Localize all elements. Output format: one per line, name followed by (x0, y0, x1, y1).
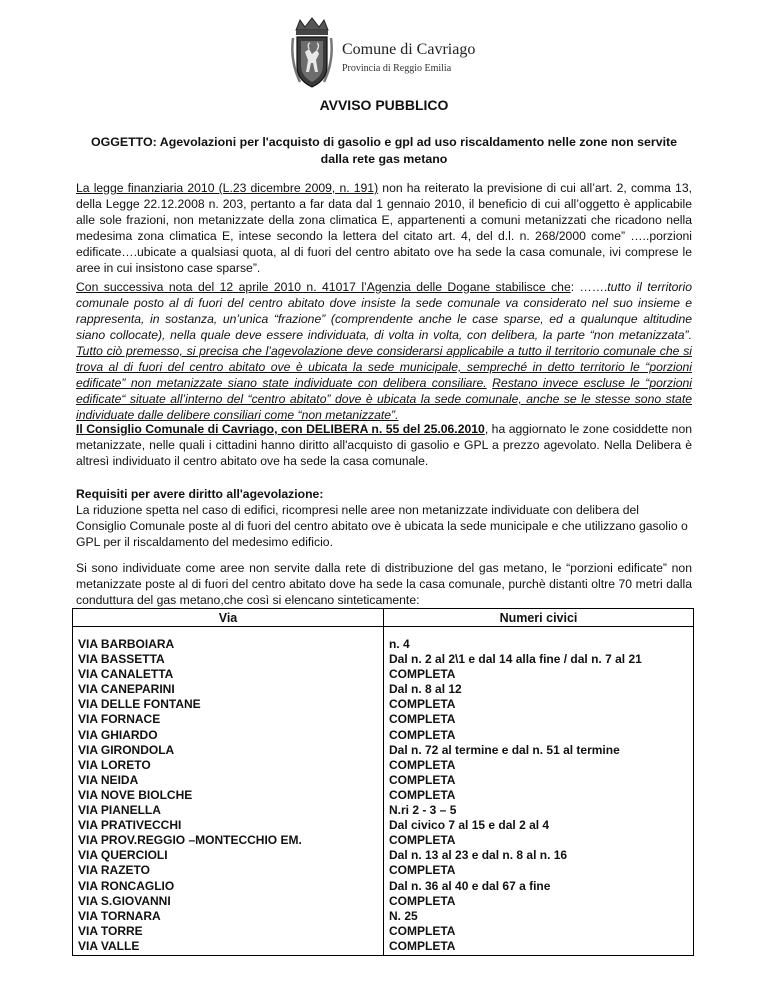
page-title: AVVISO PUBBLICO (319, 97, 449, 113)
coat-of-arms-icon (290, 16, 334, 90)
table-row-via: VIA RONCAGLIO (78, 878, 175, 893)
table-row-via: VIA RAZETO (78, 863, 151, 878)
table-row-via: VIA BARBOIARA (78, 637, 175, 651)
table-row-civici: Dal n. 8 al 12 (389, 682, 462, 697)
table-row-civici: COMPLETA (389, 923, 456, 938)
table-row-via: VIA CANEPARINI (78, 682, 175, 697)
table-row-via: VIA CANALETTA (78, 667, 174, 682)
table-row-civici: Dal n. 2 al 2\1 e dal 14 alla fine / dal n. 7 al 21 (389, 652, 642, 667)
law-reference: La legge finanziaria 2010 (L.23 dicembre 2009, n. 191) (76, 181, 379, 195)
org-province: Provincia di Reggio Emilia (342, 63, 452, 74)
table-row-civici: N. 25 (389, 908, 418, 923)
table-row-via: VIA DELLE FONTANE (78, 697, 201, 712)
table-header-civici: Numeri civici (384, 609, 694, 627)
table-row-civici: COMPLETA (389, 863, 456, 878)
paragraph-agency-note (76, 279, 692, 423)
paragraph-law (76, 180, 692, 276)
streets-table (72, 608, 694, 956)
council-decision: Il Consiglio Comunale di Cavriago, con DELIBERA n. 55 del 25.06.2010 (76, 422, 485, 436)
table-row-via: VIA QUERCIOLI (78, 848, 168, 863)
letterhead (290, 16, 530, 90)
table-row-via: VIA LORETO (78, 757, 151, 772)
agency-note-italic-underlined-2: Restano invece escluse le “porzioni edificate“ situate all’interno del “centro abitato” dove è ubicata la sede comunale, anche se le stesse sono state individuate dalle delibere consiliari come “non metanizzate”. (76, 376, 693, 422)
table-row-via: VIA TORRE (78, 923, 143, 938)
table-row-civici: COMPLETA (389, 787, 456, 802)
requirements-body: La riduzione spetta nel caso di edifici, ricompresi nelle aree non metanizzate individuate con delibera del Consiglio Comunale poste al di fuori del centro abitato ove è ubicata la sede municipale e che utilizzano gasolio o GPL per il riscaldamento del medesimo edificio. (76, 503, 688, 549)
table-row-via: VIA PROV.REGGIO –MONTECCHIO EM. (78, 833, 302, 848)
table-row-via: VIA FORNACE (78, 712, 161, 727)
agency-note-italic: tutto il territorio comunale posto al di fuori del centro abitato dove insiste la sede comunale va considerato nel suo insieme e rappresenta, in sostanza, un’unica “frazione” (comprendente anche le case sparse, ed a qualunque altitudine siano collocate), nella quale deve essere individuata, di volta in volta, con delibera, la parte “non metanizzata”. (76, 280, 692, 342)
table-row-civici: COMPLETA (389, 757, 456, 772)
paragraph-council (76, 421, 692, 469)
table-row-via: VIA S.GIOVANNI (78, 893, 171, 908)
table-row-civici: COMPLETA (389, 667, 456, 682)
table-row-via: VIA GHIARDO (78, 727, 158, 742)
table-row-via: VIA VALLE (78, 938, 140, 953)
table-row-civici: Dal civico 7 al 15 e dal 2 al 4 (389, 818, 550, 833)
table-row-civici: Dal n. 36 al 40 e dal 67 a fine (389, 878, 551, 893)
table-row-civici: Dal n. 13 al 23 e dal n. 8 al n. 16 (389, 848, 568, 863)
table-row-via: VIA GIRONDOLA (78, 742, 175, 757)
table-row-civici: COMPLETA (389, 893, 456, 908)
table-row-civici: COMPLETA (389, 712, 456, 727)
subject-line: OGGETTO: Agevolazioni per l'acquisto di gasolio e gpl ad uso riscaldamento nelle zone non servite dalla rete gas metano (90, 135, 678, 166)
paragraph-requirements (76, 486, 692, 550)
table-row-civici: COMPLETA (389, 727, 456, 742)
org-name: Comune di Cavriago (342, 41, 476, 58)
paragraph-law-text: non ha reiterato la previsione di cui all’art. 2, comma 13, della Legge 22.12.2008 n. 203, pertanto a far data dal 1 gennaio 2010, il beneficio di cui all’oggetto è applicabile alle sole frazioni, non metanizzate della zona climatica E, appartenenti a comuni metanizzati che ricadono nella medesima zona climatica E, intese secondo la lettera del citato art. 4, del d.l. n. 268/2000 come” …..porzioni edificate….ubicate a qualsiasi quota, al di fuori del centro abitato ove ha sede la casa comunale, ivi comprese le aree in cui insistono case sparse”. (76, 181, 692, 275)
table-row-via: VIA PIANELLA (78, 803, 161, 818)
table-row-via: VIA BASSETTA (78, 652, 165, 667)
table-row-via: VIA NEIDA (78, 772, 139, 787)
agency-note-italic-underlined-1: Tutto ciò premesso, si precisa che l’agevolazione deve considerarsi applicabile a tutto il territorio comunale che si trova al di fuori del centro abitato ove è ubicata la sede municipale, sempreché in detto territorio le “porzioni edificate” non metanizzate siano state individuate con delibera consiliare. (76, 344, 692, 390)
table-row-civici: N.ri 2 - 3 – 5 (389, 803, 457, 818)
requirements-heading: Requisiti per avere diritto all'agevolazione: (76, 487, 324, 501)
table-header-via: Via (73, 609, 384, 627)
via-column (73, 627, 384, 956)
agency-note-colon: : ……. (570, 280, 608, 294)
table-row-civici: COMPLETA (389, 938, 456, 953)
table-row-civici: COMPLETA (389, 697, 456, 712)
paragraph-areas: Si sono individuate come aree non servite dalla rete di distribuzione del gas metano, le “porzioni edificate” non metanizzate poste al di fuori del centro abitato dove ha sede la casa comunale, purchè distanti oltre 70 metri dalla conduttura del gas metano,che così si elencano sinteticamente: (76, 561, 692, 607)
table-row-via: VIA NOVE BIOLCHE (78, 787, 193, 802)
civici-column (384, 627, 694, 956)
table-row-civici: COMPLETA (389, 833, 456, 848)
table-row-civici: n. 4 (389, 637, 410, 651)
paragraph-council-text: , ha aggiornato le zone cosiddette non metanizzate, nelle quali i cittadini hanno diritto all'acquisto di gasolio e GPL a prezzo agevolato. Nella Delibera è altresì individuato il centro abitato ove ha sede la casa comunale. (76, 422, 692, 468)
table-row-civici: Dal n. 72 al termine e dal n. 51 al termine (389, 742, 620, 757)
table-row-via: VIA TORNARA (78, 908, 161, 923)
agency-note-lead: Con successiva nota del 12 aprile 2010 n. 41017 l’Agenzia delle Dogane stabilisce che (76, 280, 571, 294)
table-row-civici: COMPLETA (389, 772, 456, 787)
table-row-via: VIA PRATIVECCHI (78, 818, 182, 833)
